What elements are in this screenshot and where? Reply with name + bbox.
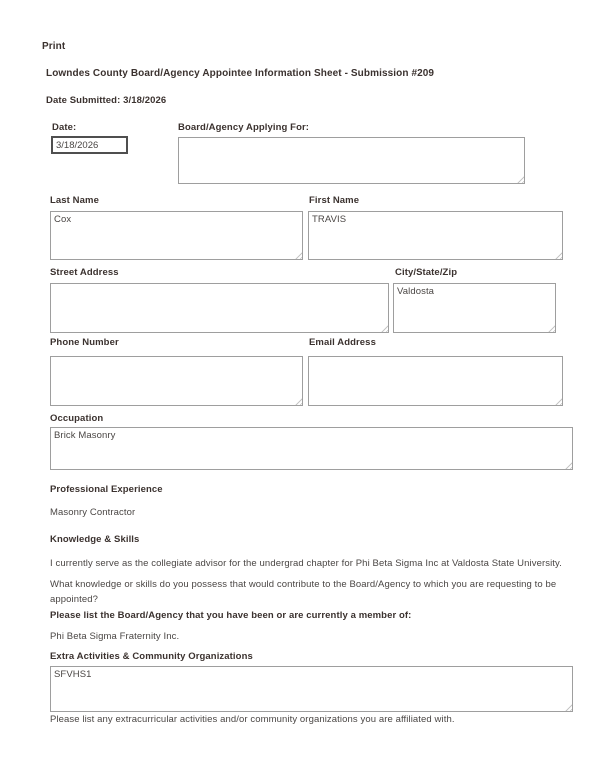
email-address-label: Email Address bbox=[309, 337, 376, 348]
date-label: Date: bbox=[52, 122, 77, 133]
email-address-input[interactable] bbox=[308, 356, 563, 406]
email-address-textarea[interactable] bbox=[308, 356, 563, 406]
page-title: Lowndes County Board/Agency Appointee Information Sheet - Submission #209 bbox=[46, 68, 435, 79]
occupation-label: Occupation bbox=[50, 413, 104, 424]
board-agency-label: Board/Agency Applying For: bbox=[178, 122, 310, 133]
date-submitted-text: Date Submitted: 3/18/2026 bbox=[46, 95, 167, 106]
date-input[interactable] bbox=[51, 136, 128, 154]
street-address-textarea[interactable] bbox=[50, 283, 389, 333]
knowledge-skills-question: What knowledge or skills do you possess that would contribute to the Board/Agency to which you are requesting to be appointed? bbox=[50, 579, 557, 605]
city-state-zip-textarea[interactable] bbox=[393, 283, 556, 333]
extra-activities-helper: Please list any extracurricular activities and/or community organizations you are affiliated with. bbox=[50, 714, 455, 725]
professional-experience-heading: Professional Experience bbox=[50, 484, 163, 495]
extra-activities-label: Extra Activities & Community Organizations bbox=[50, 651, 253, 662]
knowledge-skills-heading: Knowledge & Skills bbox=[50, 534, 140, 545]
phone-number-textarea[interactable] bbox=[50, 356, 303, 406]
phone-number-input[interactable] bbox=[50, 356, 303, 406]
first-name-input[interactable] bbox=[308, 211, 563, 260]
board-agency-input[interactable] bbox=[178, 137, 525, 184]
member-of-heading: Please list the Board/Agency that you have been or are currently a member of: bbox=[50, 610, 412, 621]
board-agency-textarea[interactable] bbox=[178, 137, 525, 184]
occupation-textarea[interactable] bbox=[50, 427, 573, 470]
knowledge-skills-answer: I currently serve as the collegiate advisor for the undergrad chapter for Phi Beta Sigma Inc at Valdosta State University. bbox=[50, 558, 562, 569]
street-address-label: Street Address bbox=[50, 267, 119, 278]
first-name-label: First Name bbox=[309, 195, 360, 206]
last-name-input[interactable] bbox=[50, 211, 303, 260]
phone-number-label: Phone Number bbox=[50, 337, 119, 348]
member-of-text: Phi Beta Sigma Fraternity Inc. bbox=[50, 631, 180, 642]
extra-activities-input[interactable] bbox=[50, 666, 573, 712]
last-name-label: Last Name bbox=[50, 195, 99, 206]
occupation-input[interactable] bbox=[50, 427, 573, 470]
professional-experience-text: Masonry Contractor bbox=[50, 507, 136, 518]
city-state-zip-input[interactable] bbox=[393, 283, 556, 333]
extra-activities-textarea[interactable] bbox=[50, 666, 573, 712]
print-button[interactable]: Print bbox=[42, 41, 66, 52]
city-state-zip-label: City/State/Zip bbox=[395, 267, 458, 278]
last-name-textarea[interactable] bbox=[50, 211, 303, 260]
street-address-input[interactable] bbox=[50, 283, 389, 333]
first-name-textarea[interactable] bbox=[308, 211, 563, 260]
